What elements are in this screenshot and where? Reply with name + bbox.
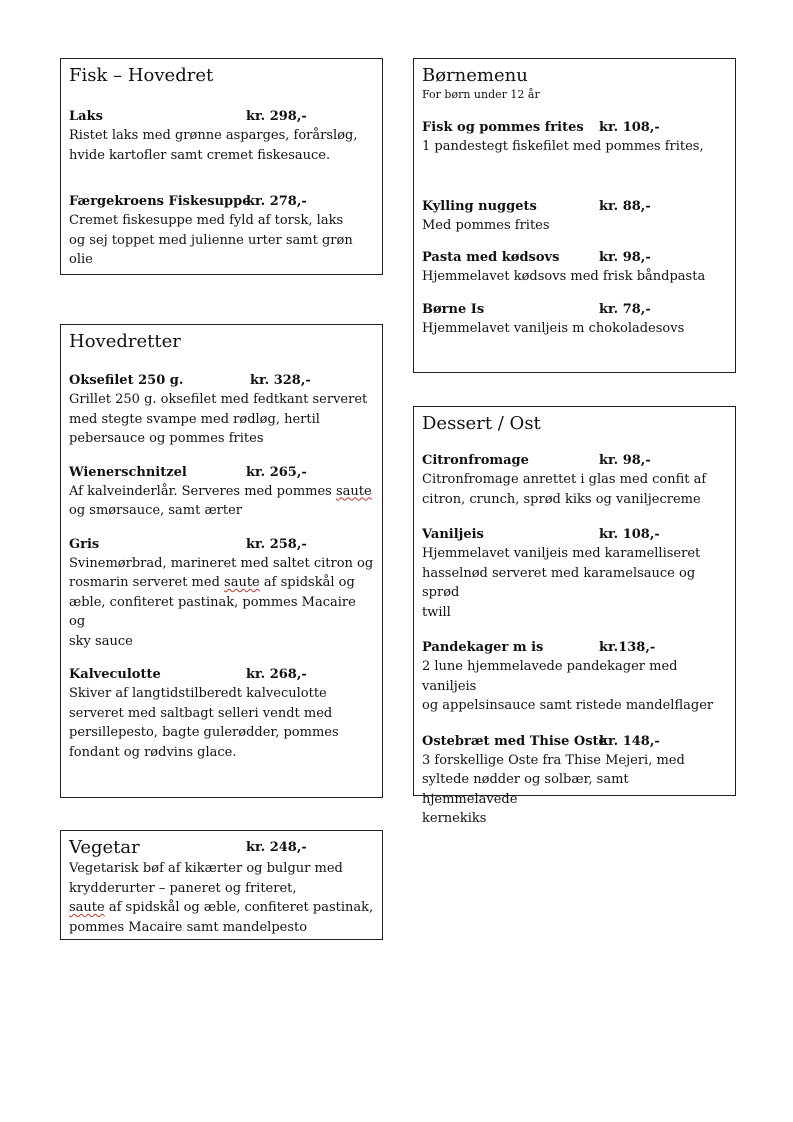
menu-item: [422, 118, 727, 157]
item-name: Pasta med kødsovs: [422, 250, 560, 265]
item-name: Pandekager m is: [422, 640, 544, 655]
item-desc: citron, crunch, sprød kiks og vaniljecreme: [422, 491, 701, 507]
item-name: Kylling nuggets: [422, 198, 537, 214]
item-name: Citronfromage: [422, 453, 529, 468]
menu-item: [69, 535, 374, 652]
item-desc: pebersauce og pommes frites: [69, 431, 264, 446]
item-desc: pommes Macaire samt mandelpesto: [69, 919, 308, 935]
menu-item: [422, 732, 727, 829]
item-desc: og sej toppet med julienne urter samt grøn olie: [69, 232, 353, 267]
section-title: Vegetar: [69, 837, 140, 858]
item-desc: æble, confiteret pastinak, pommes Macaire og: [69, 594, 356, 629]
item-desc: Hjemmelavet vaniljeis med karamelliseret: [422, 546, 701, 561]
item-desc: sky sauce: [69, 633, 133, 649]
menu-item: [422, 300, 727, 339]
item-name: Laks: [69, 109, 103, 124]
item-desc: persillepesto, bagte gulerødder, pommes: [69, 725, 339, 740]
menu-item: [69, 107, 374, 165]
item-desc: serveret med saltbagt selleri vendt med: [69, 705, 333, 721]
section-subtitle: For børn under 12 år: [422, 88, 540, 101]
menu-item: [422, 248, 727, 287]
section-title: Fisk – Hovedret: [69, 65, 214, 86]
menu-item: [69, 665, 374, 762]
item-desc: saute af spidskål og æble, confiteret pastinak,: [69, 900, 374, 915]
item-desc: Skiver af langtidstilberedt kalveculotte: [69, 686, 327, 701]
item-desc: og smørsauce, samt ærter: [69, 503, 243, 518]
item-desc: 1 pandestegt fiskefilet med pommes frites,: [422, 139, 704, 154]
item-desc: Citronfromage anrettet i glas med confit af: [422, 472, 707, 487]
item-desc: Cremet fiskesuppe med fyld af torsk, laks: [69, 213, 344, 228]
item-price: kr. 78,-: [599, 301, 651, 317]
item-desc: hasselnød serveret med karamelsauce og sprød: [422, 565, 696, 600]
item-desc: Med pommes frites: [422, 217, 550, 233]
item-price: kr. 88,-: [599, 198, 651, 214]
item-price: kr. 98,-: [599, 453, 651, 468]
item-desc: med stegte svampe med rødløg, hertil: [69, 411, 320, 427]
item-price: kr.138,-: [599, 640, 656, 655]
menu-item: [422, 638, 727, 716]
item-price: kr. 148,-: [599, 733, 660, 749]
bornemenu-section: [413, 58, 736, 373]
item-name: Ostebræt med Thise Oste: [422, 733, 607, 749]
fisk-section: [60, 58, 383, 275]
menu-item: [422, 197, 727, 236]
item-desc: twill: [422, 604, 451, 620]
item-name: Gris: [69, 536, 100, 552]
menu-item: [69, 463, 374, 521]
item-price: kr. 328,-: [250, 373, 311, 388]
item-desc: og appelsinsauce samt ristede mandelflager: [422, 698, 714, 713]
item-name: Børne Is: [422, 301, 485, 317]
item-name: Vaniljeis: [422, 527, 484, 542]
item-desc: Ristet laks med grønne asparges, forårsløg,: [69, 128, 358, 143]
item-name: Oksefilet 250 g.: [69, 373, 184, 388]
item-price: kr. 278,-: [246, 194, 307, 209]
item-desc: Hjemmelavet kødsovs med frisk båndpasta: [422, 269, 706, 284]
menu-item: [69, 371, 374, 449]
item-price: kr. 258,-: [246, 536, 307, 552]
item-price: kr. 248,-: [246, 840, 307, 855]
hovedretter-section: [60, 324, 383, 798]
item-price: kr. 108,-: [599, 527, 660, 542]
item-desc: Vegetarisk bøf af kikærter og bulgur med: [69, 861, 343, 876]
item-desc: fondant og rødvins glace.: [69, 744, 237, 760]
item-desc: kernekiks: [422, 811, 487, 826]
item-desc: Af kalveinderlår. Serveres med pommes saute: [69, 483, 372, 499]
item-name: Fisk og pommes frites: [422, 120, 584, 135]
item-desc: Hjemmelavet vaniljeis m chokoladesovs: [422, 320, 685, 336]
item-price: kr. 298,-: [246, 109, 307, 124]
section-title: Børnemenu: [422, 65, 528, 86]
item-desc: krydderurter – paneret og friteret,: [69, 880, 297, 896]
item-name: Færgekroens Fiskesuppe: [69, 194, 251, 209]
menu-item: [69, 192, 374, 270]
item-price: kr. 98,-: [599, 250, 651, 265]
item-name: Wienerschnitzel: [69, 464, 187, 480]
section-title: Dessert / Ost: [422, 413, 541, 434]
item-desc: 3 forskellige Oste fra Thise Mejeri, med: [422, 752, 685, 768]
item-desc: syltede nødder og solbær, samt hjemmelavede: [422, 772, 629, 807]
vegetar-section: [60, 830, 383, 940]
item-price: kr. 268,-: [246, 667, 307, 682]
menu-item: [422, 451, 727, 509]
item-price: kr. 108,-: [599, 120, 660, 135]
item-desc: Grillet 250 g. oksefilet med fedtkant serveret: [69, 392, 368, 407]
item-desc: 2 lune hjemmelavede pandekager med vaniljeis: [422, 659, 678, 694]
item-desc: hvide kartofler samt cremet fiskesauce.: [69, 147, 331, 163]
section-title: Hovedretter: [69, 331, 181, 352]
dessert-section: [413, 406, 736, 826]
item-desc: rosmarin serveret med saute af spidskål og: [69, 575, 355, 590]
item-price: kr. 265,-: [246, 464, 307, 480]
item-desc: Svinemørbrad, marineret med saltet citron og: [69, 555, 374, 571]
item-name: Kalveculotte: [69, 667, 161, 682]
menu-item: [422, 525, 727, 622]
